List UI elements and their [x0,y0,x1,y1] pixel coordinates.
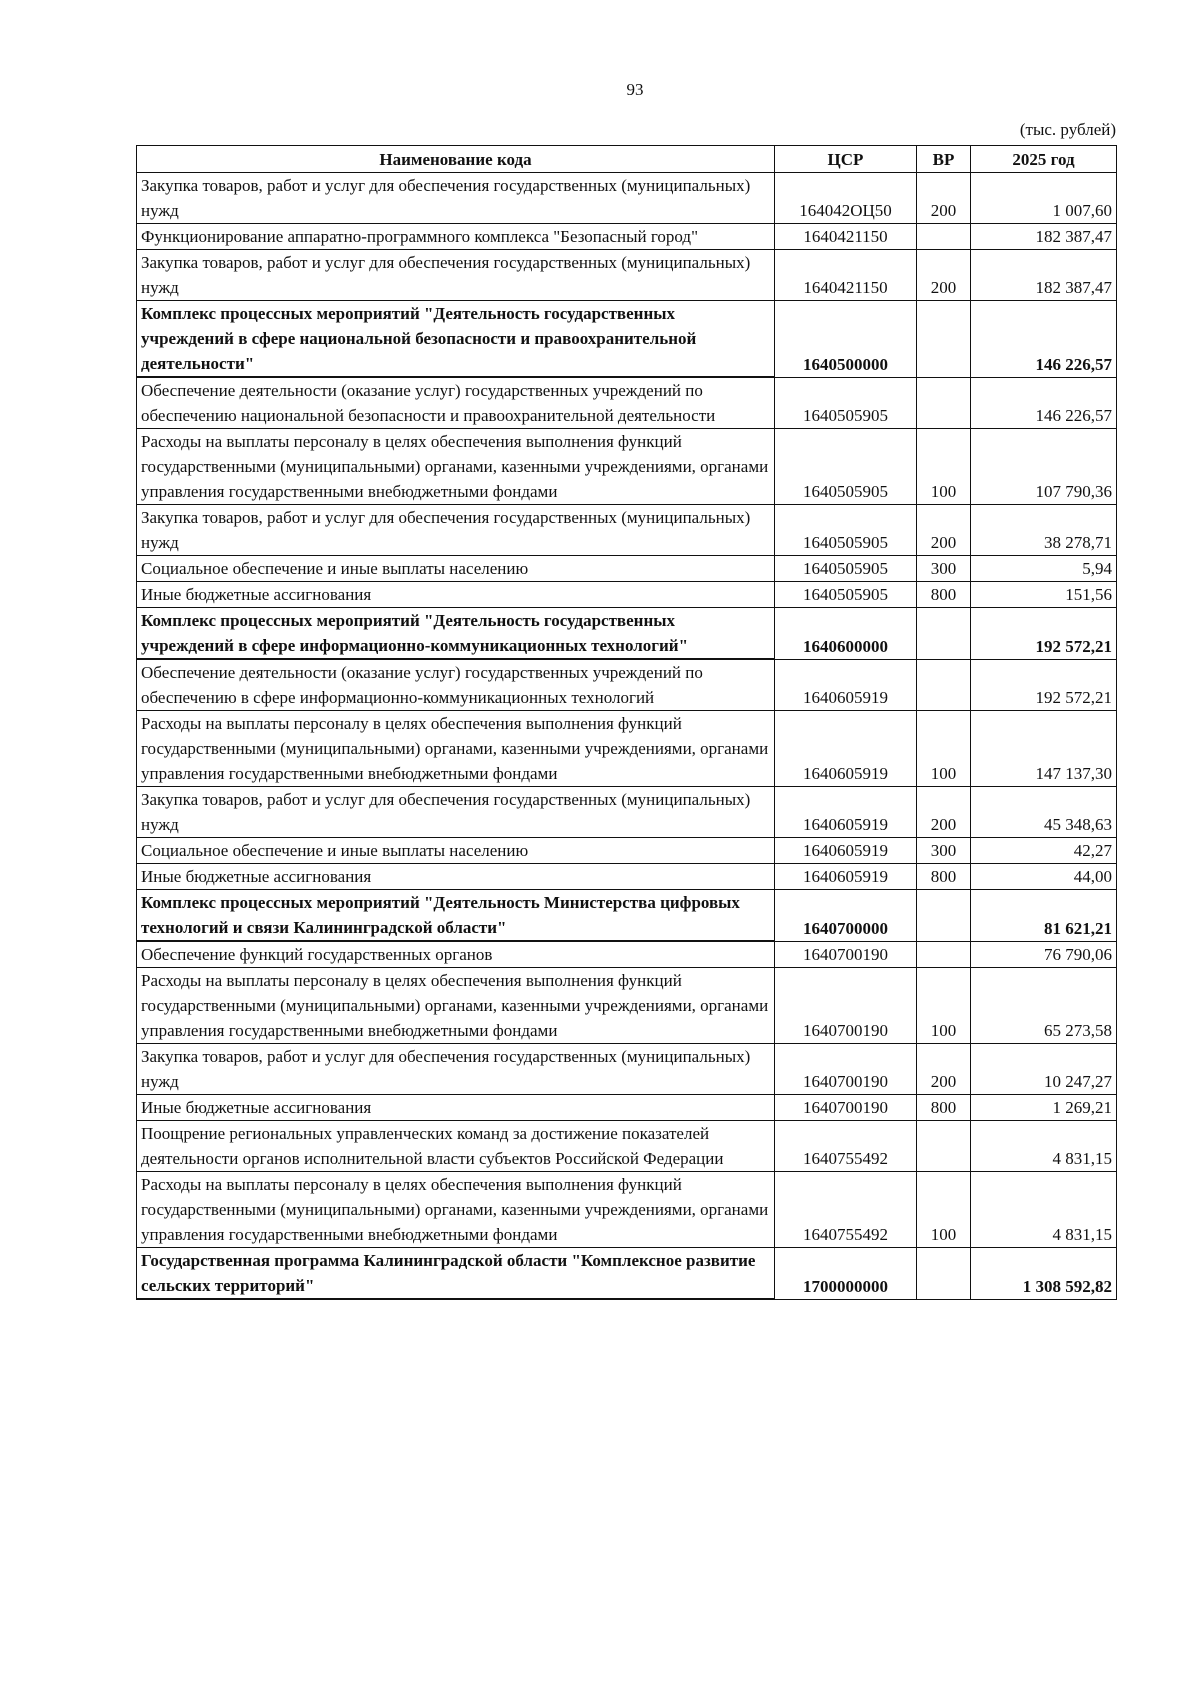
cell-csr: 1700000000 [775,1248,917,1300]
cell-name: Расходы на выплаты персоналу в целях обеспечения выполнения функций государственными (муниципальными) органами, казенными учреждениями, органами управления государственными внебюджетными фондами [137,429,775,505]
cell-vr [917,890,971,942]
cell-value: 81 621,21 [971,890,1117,942]
cell-value: 182 387,47 [971,250,1117,301]
cell-value: 65 273,58 [971,968,1117,1044]
table-row [137,1172,1117,1248]
cell-name: Закупка товаров, работ и услуг для обеспечения государственных (муниципальных) нужд [137,505,775,556]
cell-csr: 1640505905 [775,505,917,556]
cell-value: 38 278,71 [971,505,1117,556]
table-row [137,659,1117,711]
cell-name: Функционирование аппаратно-программного комплекса "Безопасный город" [137,224,775,250]
cell-name: Социальное обеспечение и иные выплаты населению [137,838,775,864]
cell-value: 4 831,15 [971,1172,1117,1248]
table-row [137,301,1117,378]
cell-vr [917,608,971,660]
table-row [137,864,1117,890]
cell-value: 1 269,21 [971,1095,1117,1121]
cell-value: 42,27 [971,838,1117,864]
cell-csr: 1640605919 [775,659,917,711]
cell-csr: 1640700190 [775,1095,917,1121]
cell-name: Комплекс процессных мероприятий "Деятельность государственных учреждений в сфере национальной безопасности и правоохранительной деятельности" [137,301,775,378]
table-row [137,377,1117,429]
cell-csr: 1640500000 [775,301,917,378]
table-row [137,1121,1117,1172]
cell-value: 146 226,57 [971,301,1117,378]
cell-value: 146 226,57 [971,377,1117,429]
cell-csr: 1640700000 [775,890,917,942]
table-row [137,505,1117,556]
cell-name: Закупка товаров, работ и услуг для обеспечения государственных (муниципальных) нужд [137,173,775,224]
cell-vr: 800 [917,864,971,890]
cell-value: 5,94 [971,556,1117,582]
page-number: 93 [626,80,644,99]
table-row [137,787,1117,838]
cell-vr: 800 [917,1095,971,1121]
table-row [137,556,1117,582]
cell-name: Иные бюджетные ассигнования [137,864,775,890]
cell-csr: 1640421150 [775,250,917,301]
cell-vr: 100 [917,429,971,505]
cell-value: 44,00 [971,864,1117,890]
cell-vr [917,301,971,378]
cell-csr: 1640700190 [775,968,917,1044]
cell-csr: 1640505905 [775,582,917,608]
table-row [137,968,1117,1044]
cell-name: Обеспечение деятельности (оказание услуг) государственных учреждений по обеспечению национальной безопасности и правоохранительной деятельности [137,377,775,429]
table-row [137,711,1117,787]
table-row [137,608,1117,660]
cell-value: 10 247,27 [971,1044,1117,1095]
cell-csr: 164042OЦ50 [775,173,917,224]
table-row [137,582,1117,608]
table-row [137,1248,1117,1300]
cell-vr: 100 [917,711,971,787]
cell-name: Расходы на выплаты персоналу в целях обеспечения выполнения функций государственными (муниципальными) органами, казенными учреждениями, органами управления государственными внебюджетными фондами [137,711,775,787]
cell-vr [917,377,971,429]
header-vr: ВР [917,146,971,173]
cell-name: Закупка товаров, работ и услуг для обеспечения государственных (муниципальных) нужд [137,250,775,301]
header-value: 2025 год [971,146,1117,173]
cell-vr [917,1248,971,1300]
cell-vr: 200 [917,1044,971,1095]
cell-csr: 1640755492 [775,1121,917,1172]
cell-name: Расходы на выплаты персоналу в целях обеспечения выполнения функций государственными (муниципальными) органами, казенными учреждениями, органами управления государственными внебюджетными фондами [137,1172,775,1248]
table-row [137,173,1117,224]
cell-value: 147 137,30 [971,711,1117,787]
cell-csr: 1640605919 [775,864,917,890]
cell-name: Расходы на выплаты персоналу в целях обеспечения выполнения функций государственными (муниципальными) органами, казенными учреждениями, органами управления государственными внебюджетными фондами [137,968,775,1044]
cell-name: Закупка товаров, работ и услуг для обеспечения государственных (муниципальных) нужд [137,1044,775,1095]
cell-name: Обеспечение функций государственных органов [137,941,775,968]
cell-vr: 300 [917,838,971,864]
header-csr: ЦСР [775,146,917,173]
cell-name: Поощрение региональных управленческих команд за достижение показателей деятельности органов исполнительной власти субъектов Российской Федерации [137,1121,775,1172]
table-row [137,890,1117,942]
table-header-row [137,146,1117,173]
cell-csr: 1640605919 [775,838,917,864]
table-row [137,1044,1117,1095]
table-row [137,429,1117,505]
cell-name: Социальное обеспечение и иные выплаты населению [137,556,775,582]
cell-value: 151,56 [971,582,1117,608]
cell-csr: 1640605919 [775,787,917,838]
cell-name: Иные бюджетные ассигнования [137,1095,775,1121]
cell-vr: 300 [917,556,971,582]
table-row [137,1095,1117,1121]
cell-value: 107 790,36 [971,429,1117,505]
cell-name: Закупка товаров, работ и услуг для обеспечения государственных (муниципальных) нужд [137,787,775,838]
cell-csr: 1640605919 [775,711,917,787]
cell-name: Комплекс процессных мероприятий "Деятельность государственных учреждений в сфере информационно-коммуникационных технологий" [137,608,775,660]
header-name: Наименование кода [137,146,775,173]
cell-value: 192 572,21 [971,659,1117,711]
cell-csr: 1640505905 [775,377,917,429]
table-row [137,838,1117,864]
cell-csr: 1640755492 [775,1172,917,1248]
cell-value: 182 387,47 [971,224,1117,250]
cell-csr: 1640421150 [775,224,917,250]
cell-name: Комплекс процессных мероприятий "Деятельность Министерства цифровых технологий и связи Калининградской области" [137,890,775,942]
cell-value: 45 348,63 [971,787,1117,838]
cell-value: 76 790,06 [971,941,1117,968]
cell-value: 1 308 592,82 [971,1248,1117,1300]
cell-vr: 200 [917,787,971,838]
cell-csr: 1640700190 [775,941,917,968]
table-row [137,224,1117,250]
cell-value: 192 572,21 [971,608,1117,660]
cell-vr: 800 [917,582,971,608]
units-label: (тыс. рублей) [1019,120,1116,139]
cell-csr: 1640700190 [775,1044,917,1095]
cell-name: Государственная программа Калининградской области "Комплексное развитие сельских территорий" [137,1248,775,1300]
cell-name: Иные бюджетные ассигнования [137,582,775,608]
cell-csr: 1640600000 [775,608,917,660]
cell-vr [917,224,971,250]
table-row [137,941,1117,968]
budget-table [136,145,1117,1300]
cell-vr [917,941,971,968]
table-row [137,250,1117,301]
cell-csr: 1640505905 [775,429,917,505]
cell-vr [917,1121,971,1172]
cell-csr: 1640505905 [775,556,917,582]
cell-vr: 200 [917,173,971,224]
cell-vr: 100 [917,1172,971,1248]
table-body [137,173,1117,1300]
cell-value: 4 831,15 [971,1121,1117,1172]
cell-value: 1 007,60 [971,173,1117,224]
cell-vr: 100 [917,968,971,1044]
cell-vr: 200 [917,505,971,556]
cell-vr [917,659,971,711]
cell-name: Обеспечение деятельности (оказание услуг) государственных учреждений по обеспечению в сфере информационно-коммуникационных технологий [137,659,775,711]
cell-vr: 200 [917,250,971,301]
